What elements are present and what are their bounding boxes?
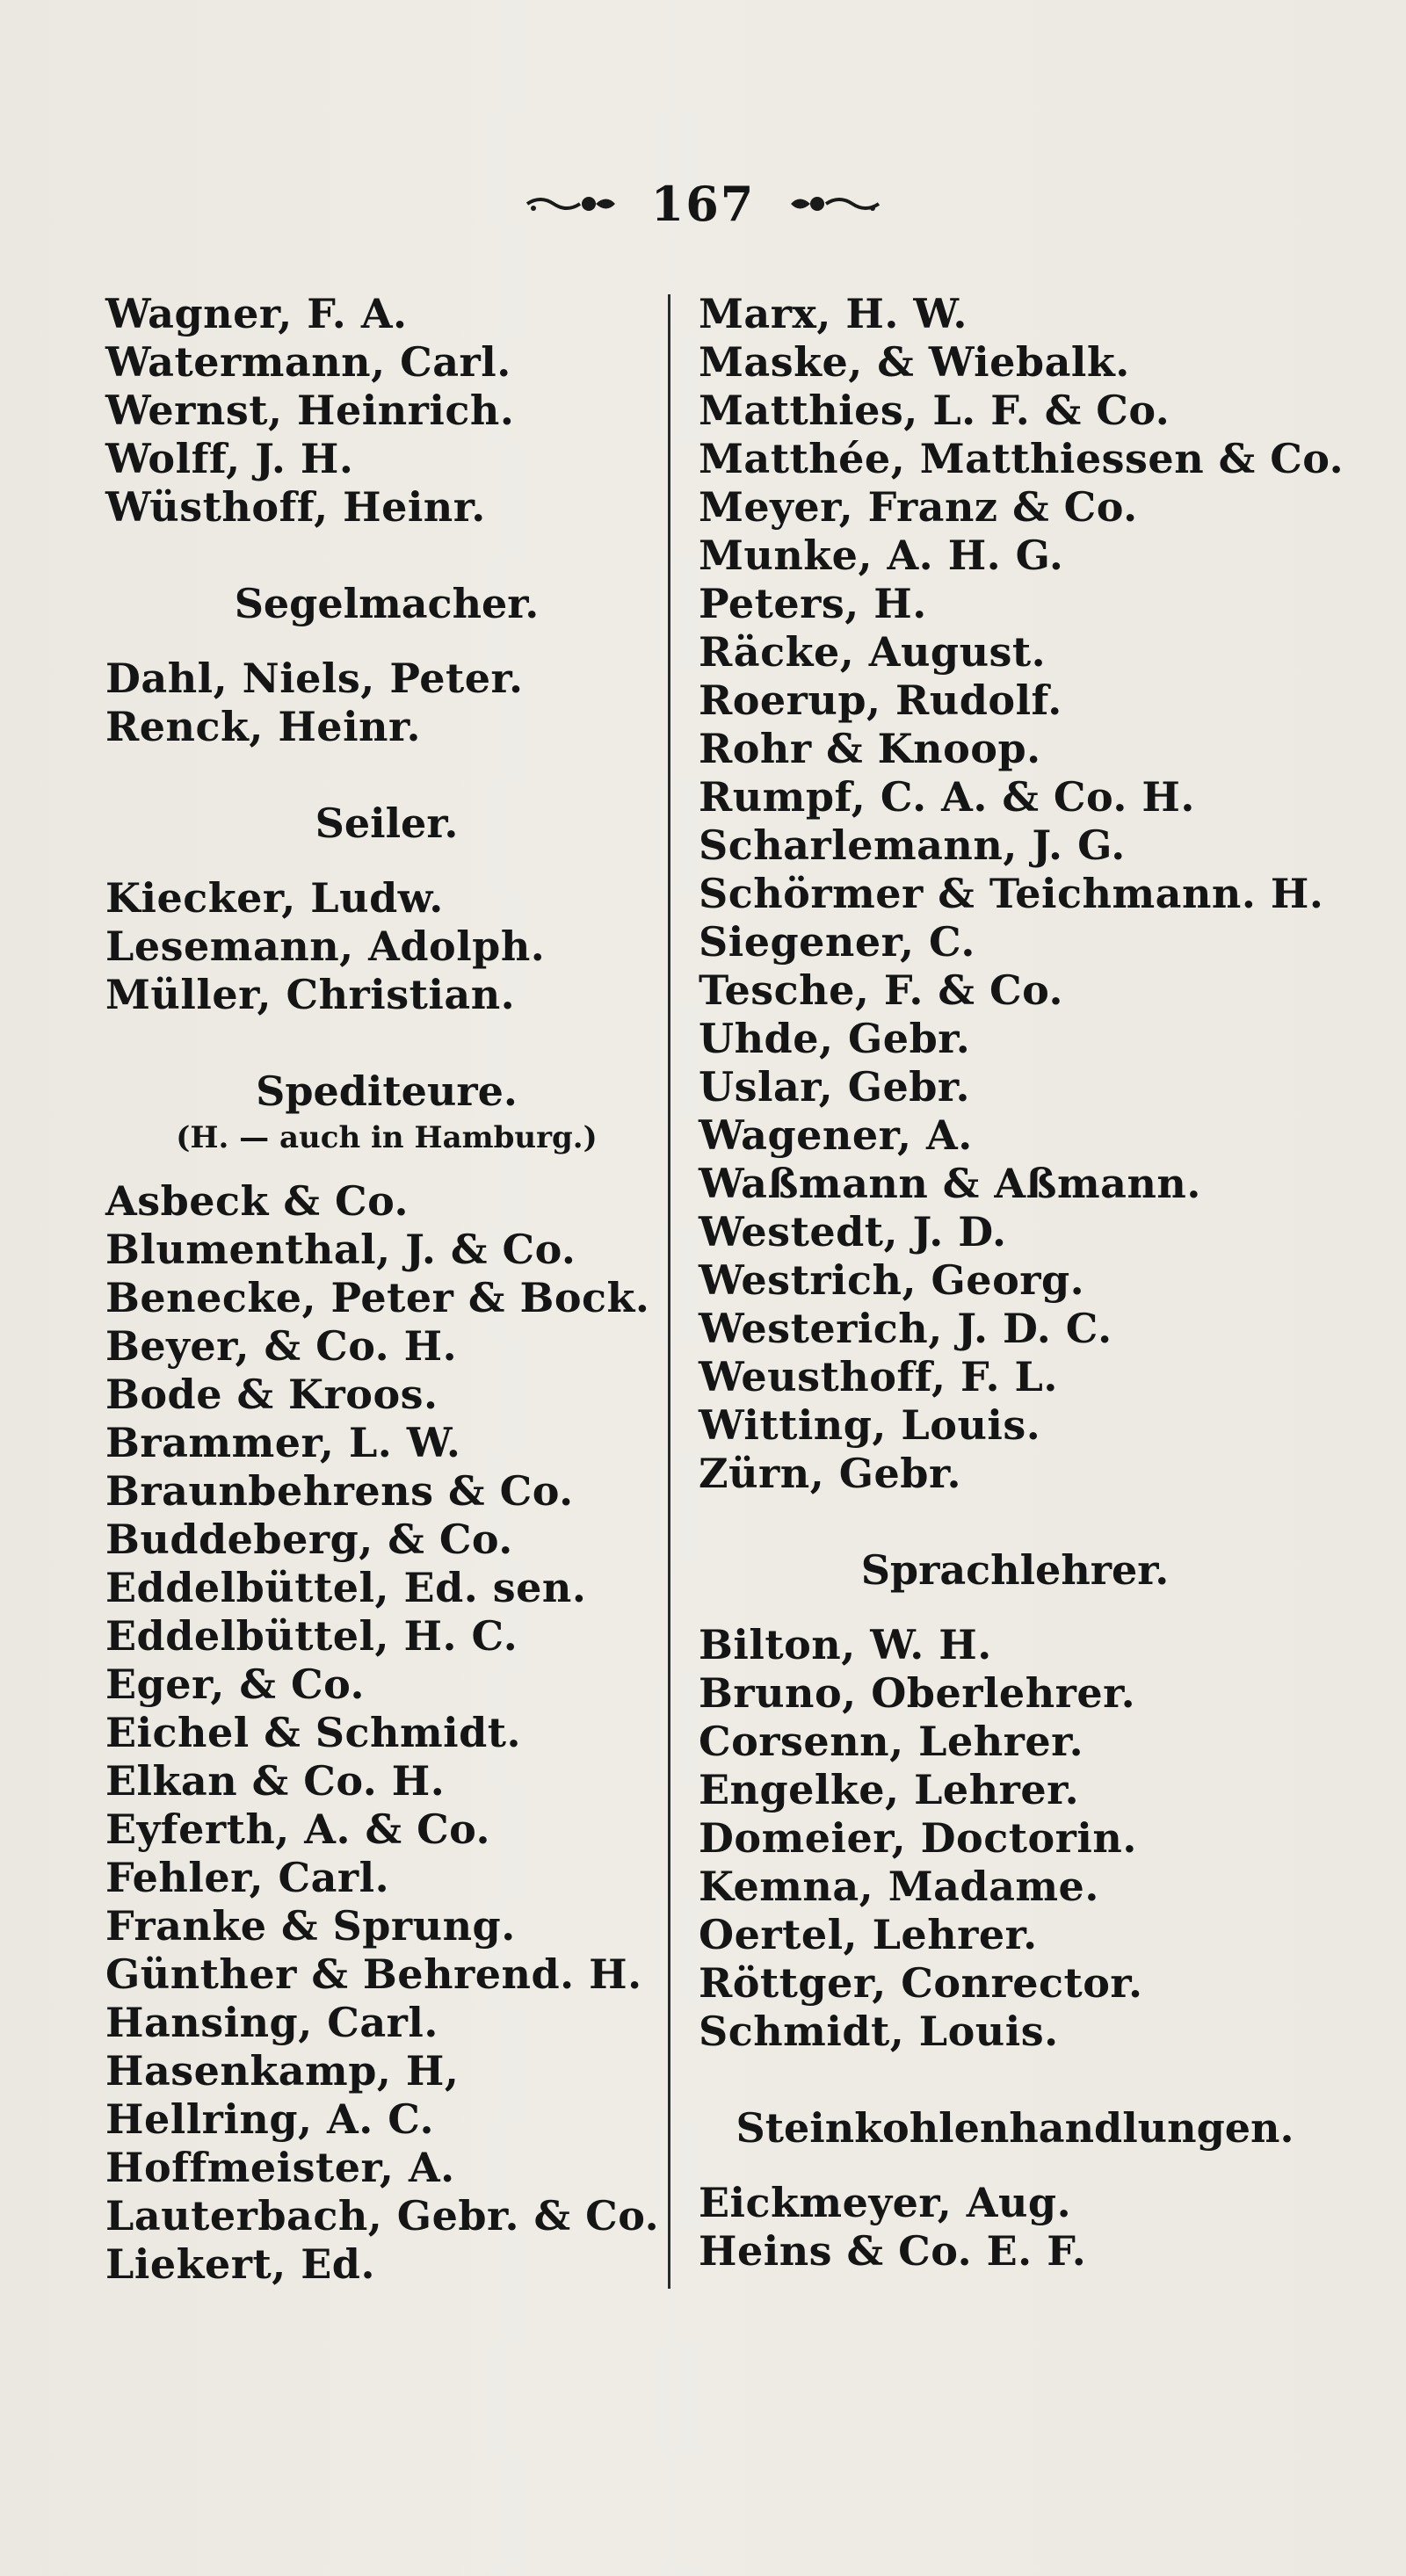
list-item: Oertel, Lehrer. [699, 1911, 1038, 1958]
list-item: Zürn, Gebr. [699, 1450, 961, 1497]
list-item: Wagener, A. [699, 1111, 973, 1159]
list-item: Witting, Louis. [699, 1401, 1041, 1449]
column-divider [668, 294, 670, 2289]
list-item: Schörmer & Teichmann. H. [699, 870, 1324, 917]
list-item: Eddelbüttel, H. C. [105, 1612, 518, 1660]
list-item: Röttger, Conrector. [699, 1959, 1143, 2007]
page-header [0, 176, 1406, 232]
section-heading-spediteure: Spediteure. [256, 1067, 518, 1115]
steinkohlen-list [699, 2179, 1331, 2276]
list-item: Watermann, Carl. [105, 338, 511, 386]
list-item: Eickmeyer, Aug. [699, 2179, 1072, 2226]
list-item: Lauterbach, Gebr. & Co. [105, 2192, 660, 2240]
list-item: Franke & Sprung. [105, 1902, 516, 1950]
list-item: Westrich, Georg. [699, 1256, 1085, 1304]
list-item: Westerich, J. D. C. [699, 1305, 1112, 1352]
list-item: Tesche, F. & Co. [699, 966, 1063, 1014]
seiler-list [105, 874, 668, 1019]
list-item: Hoffmeister, A. [105, 2144, 455, 2191]
list-item: Munke, A. H. G. [699, 532, 1064, 579]
list-item: Maske, & Wiebalk. [699, 338, 1130, 386]
list-item: Hellring, A. C. [105, 2095, 435, 2143]
list-item: Peters, H. [699, 580, 927, 627]
list-item: Roerup, Rudolf. [699, 677, 1062, 724]
list-item: Bode & Kroos. [105, 1371, 438, 1418]
list-item: Buddeberg, & Co. [105, 1516, 513, 1563]
list-item: Domeier, Doctorin. [699, 1814, 1137, 1862]
directory-list-continued [105, 290, 668, 532]
section-heading-segelmacher: Segelmacher. [234, 580, 540, 627]
list-item: Marx, H. W. [699, 290, 968, 337]
page-number: 167 [650, 176, 756, 232]
list-item: Meyer, Franz & Co. [699, 483, 1138, 531]
list-item: Brammer, L. W. [105, 1419, 461, 1466]
list-item: Kemna, Madame. [699, 1863, 1099, 1910]
list-item: Matthies, L. F. & Co. [699, 387, 1170, 434]
section-note: (H. — auch in Hamburg.) [176, 1120, 598, 1155]
list-item: Blumenthal, J. & Co. [105, 1226, 576, 1273]
section-heading-seiler: Seiler. [315, 800, 459, 847]
list-item: Asbeck & Co. [105, 1177, 409, 1225]
list-item: Wagner, F. A. [105, 290, 408, 337]
right-flourish-icon [786, 191, 883, 217]
sprachlehrer-list [699, 1621, 1331, 2056]
list-item: Wolff, J. H. [105, 435, 354, 482]
list-item: Eichel & Schmidt. [105, 1709, 522, 1756]
list-item: Bruno, Oberlehrer. [699, 1669, 1136, 1717]
list-item: Hasenkamp, H, [105, 2047, 460, 2095]
list-item: Corsenn, Lehrer. [699, 1718, 1084, 1765]
list-item: Elkan & Co. H. [105, 1757, 446, 1805]
list-item: Dahl, Niels, Peter. [105, 655, 524, 702]
list-item: Beyer, & Co. H. [105, 1322, 458, 1370]
list-item: Bilton, W. H. [699, 1621, 992, 1668]
list-item: Eger, & Co. [105, 1661, 365, 1708]
list-item: Müller, Christian. [105, 971, 516, 1018]
list-item: Benecke, Peter & Bock. [105, 1274, 650, 1321]
left-column [105, 290, 668, 2289]
left-flourish-icon [523, 191, 620, 217]
list-item: Braunbehrens & Co. [105, 1467, 574, 1515]
list-item: Wernst, Heinrich. [105, 387, 515, 434]
list-item: Waßmann & Aßmann. [699, 1160, 1201, 1207]
list-item: Heins & Co. E. F. [699, 2227, 1087, 2275]
list-item: Uslar, Gebr. [699, 1063, 970, 1111]
list-item: Eddelbüttel, Ed. sen. [105, 1564, 587, 1611]
list-item: Eyferth, A. & Co. [105, 1805, 491, 1853]
list-item: Uhde, Gebr. [699, 1015, 971, 1062]
list-item: Matthée, Matthiessen & Co. [699, 435, 1344, 482]
list-item: Rohr & Knoop. [699, 725, 1041, 772]
list-item: Fehler, Carl. [105, 1854, 390, 1901]
list-item: Weusthoff, F. L. [699, 1353, 1058, 1400]
list-item: Günther & Behrend. H. [105, 1950, 642, 1998]
list-item: Siegener, C. [699, 918, 975, 966]
list-item: Westedt, J. D. [699, 1208, 1007, 1255]
spediteure-list [105, 1177, 668, 2289]
list-item: Renck, Heinr. [105, 703, 422, 750]
list-item: Rumpf, C. A. & Co. H. [699, 773, 1195, 821]
right-column [699, 290, 1344, 2276]
list-item: Wüsthoff, Heinr. [105, 483, 486, 531]
section-heading-sprachlehrer: Sprachlehrer. [860, 1546, 1170, 1594]
list-item: Scharlemann, J. G. [699, 821, 1126, 869]
spediteure-list-continued [699, 290, 1344, 1498]
section-heading-steinkohlenhandlungen: Steinkohlenhandlungen. [736, 2104, 1294, 2152]
list-item: Lesemann, Adolph. [105, 923, 546, 970]
list-item: Hansing, Carl. [105, 1999, 438, 2046]
segelmacher-list [105, 655, 668, 751]
list-item: Kiecker, Ludw. [105, 874, 444, 922]
list-item: Liekert, Ed. [105, 2240, 375, 2288]
list-item: Engelke, Lehrer. [699, 1766, 1080, 1813]
list-item: Räcke, August. [699, 628, 1047, 676]
list-item: Schmidt, Louis. [699, 2008, 1059, 2055]
